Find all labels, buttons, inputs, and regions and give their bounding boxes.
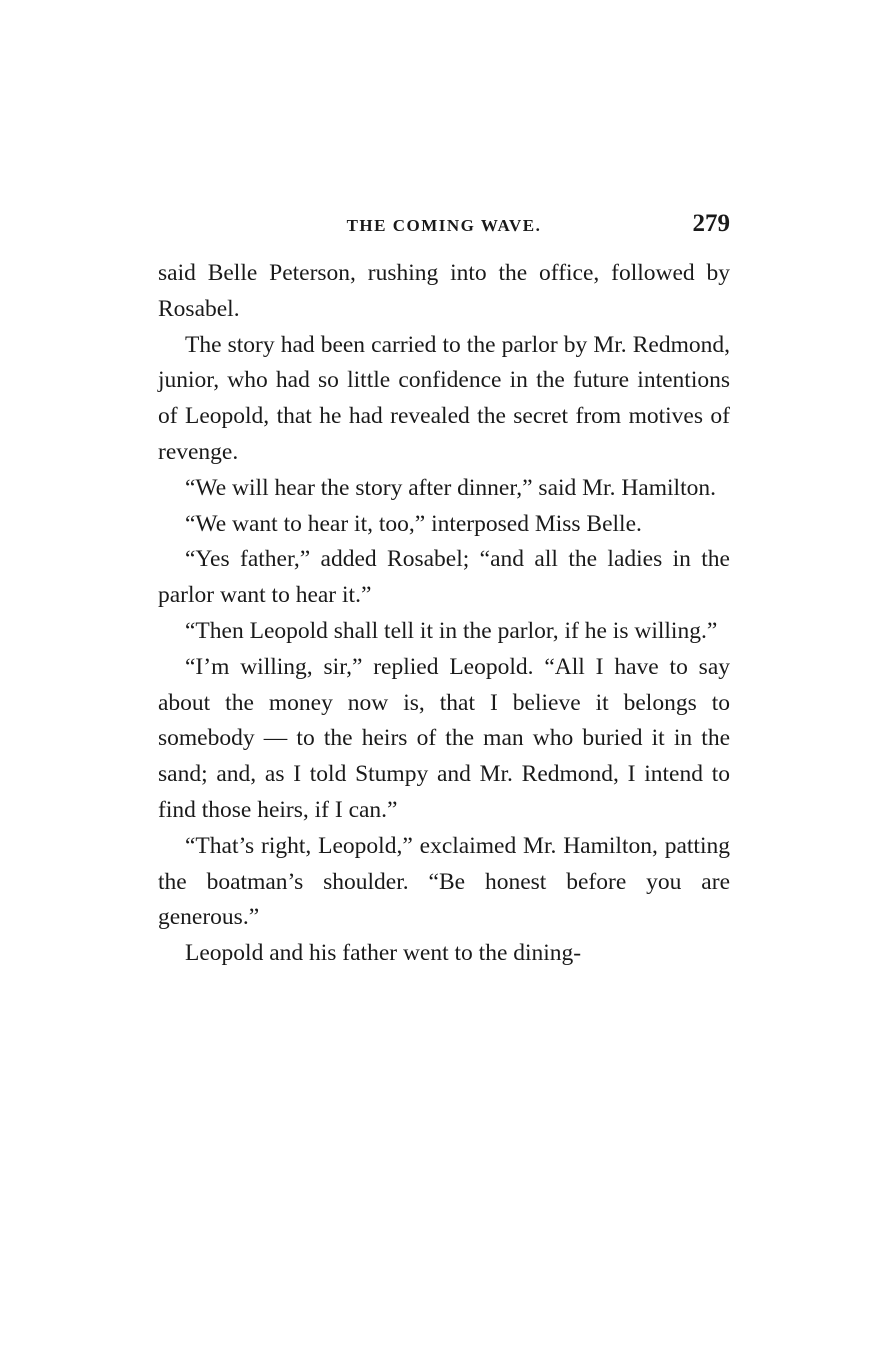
paragraph: “That’s right, Leopold,” exclaimed Mr. Hamilton, patting the boatman’s shoulder. “Be honest before you are generous.”	[158, 832, 730, 931]
paragraph: “I’m willing, sir,” replied Leopold. “All I have to say about the money now is, that I believe it belongs to somebody — to the heirs of the man who buried it in the sand; and, as I told Stumpy and Mr. Redmond, I intend to find those heirs, if I can.”	[158, 653, 730, 823]
paragraph: Leopold and his father went to the dining-	[185, 940, 582, 967]
paragraph: “We want to hear it, too,” interposed Miss Belle.	[185, 510, 642, 537]
running-title: THE COMING WAVE.	[346, 216, 542, 235]
paragraph: “We will hear the story after dinner,” said Mr. Hamilton.	[185, 474, 716, 501]
paragraph: The story had been carried to the parlor by Mr. Redmond, junior, who had so little confidence in the future intentions of Leopold, that he had revealed the secret from motives of revenge.	[158, 331, 730, 465]
running-head	[158, 210, 730, 244]
paragraph: said Belle Peterson, rushing into the office, followed by Rosabel.	[158, 260, 730, 322]
paragraph: “Then Leopold shall tell it in the parlor, if he is willing.”	[185, 617, 718, 644]
page-number: 279	[692, 210, 730, 237]
paragraph: “Yes father,” added Rosabel; “and all the ladies in the parlor want to hear it.”	[158, 546, 730, 609]
body-text	[158, 256, 730, 972]
